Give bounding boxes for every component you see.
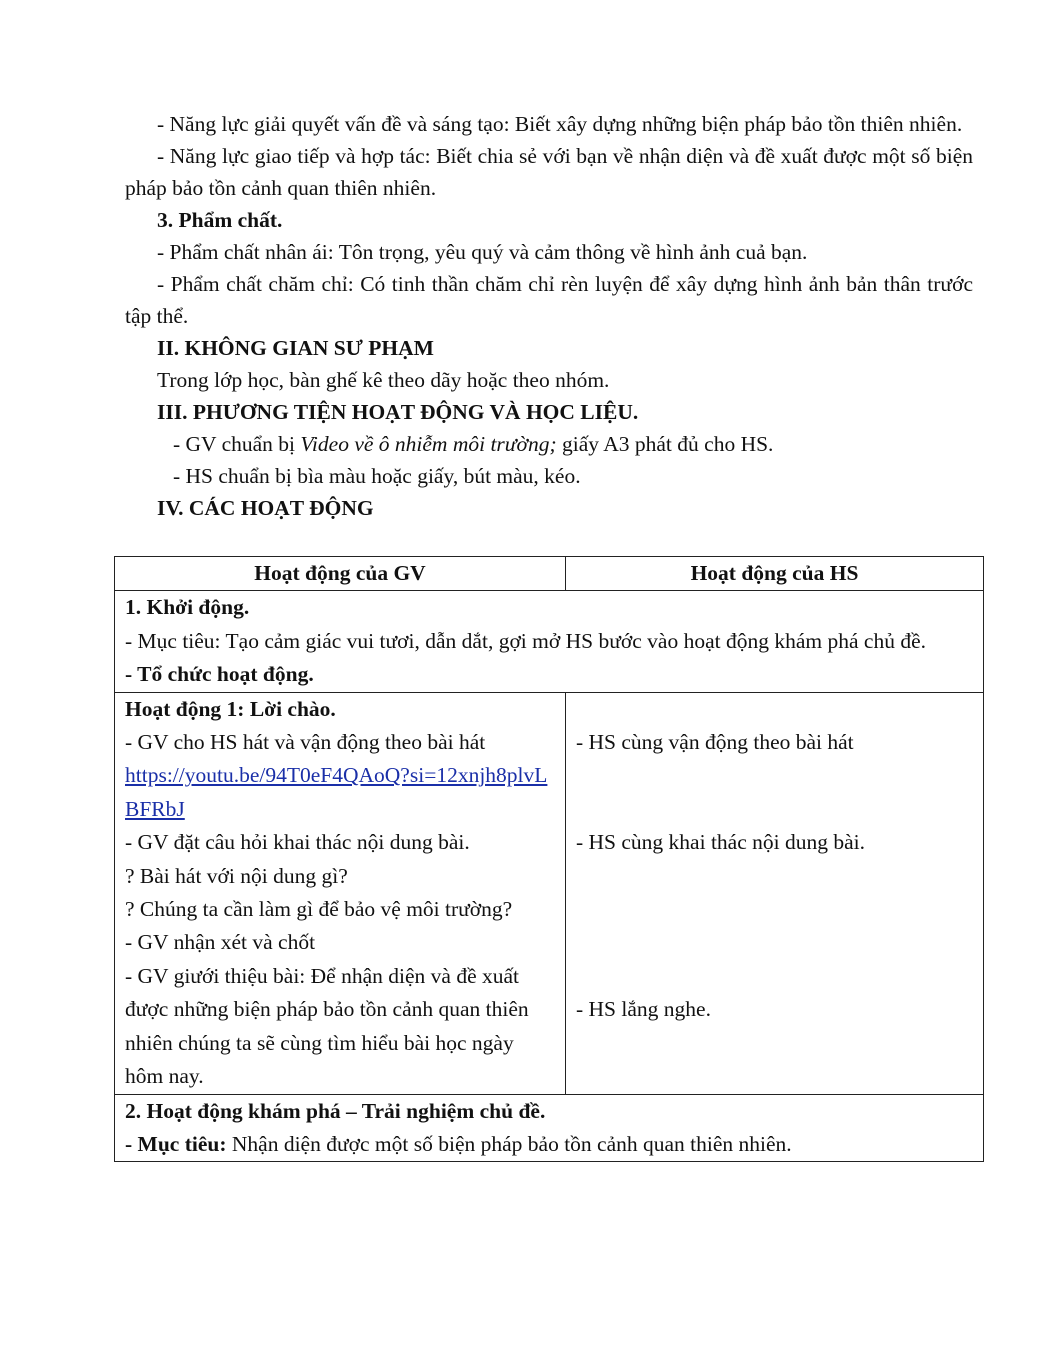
warmup-title: 1. Khởi động. [125, 595, 250, 620]
activity1-gv-introduce: - GV giưới thiệu bài: Để nhận diện và đề xuất được những biện pháp bảo tồn cảnh quan thiên nhiên chúng ta sẽ cùng tìm hiểu bài học ngày hôm nay. [125, 963, 529, 1089]
explore-goal: - Mục tiêu: Nhận diện được một số biện pháp bảo tồn cảnh quan thiên nhiên. [125, 1131, 792, 1156]
section-heading-space: II. KHÔNG GIAN SƯ PHẠM [157, 336, 434, 360]
section-heading-activities: IV. CÁC HOẠT ĐỘNG [157, 496, 374, 520]
hs-preparation: - HS chuẩn bị bìa màu hoặc giấy, bút màu, kéo. [173, 464, 581, 488]
activity1-hs-sing: - HS cùng vận động theo bài hát [576, 730, 854, 755]
quality-heading: 3. Phẩm chất. [157, 208, 283, 232]
activity1-hs-cell [566, 692, 984, 1094]
quality-diligence: - Phẩm chất chăm chỉ: Có tinh thần chăm chỉ rèn luyện để xây dựng hình ảnh bản thân trước tập thể. [125, 272, 973, 328]
activity1-gv-conclude: - GV nhận xét và chốt [125, 930, 316, 955]
table-row [115, 1094, 984, 1162]
table-row [115, 692, 984, 1094]
gv-preparation: - GV chuẩn bị Video về ô nhiễm môi trường; giấy A3 phát đủ cho HS. [173, 432, 774, 456]
activity1-question-2: ? Chúng ta cần làm gì để bảo vệ môi trường? [125, 897, 513, 922]
activity1-question-1: ? Bài hát với nội dung gì? [125, 863, 348, 888]
table-header-row [115, 557, 984, 591]
section-heading-materials: III. PHƯƠNG TIỆN HOẠT ĐỘNG VÀ HỌC LIỆU. [157, 400, 639, 424]
activities-table [114, 556, 984, 1162]
song-link[interactable]: https://youtu.be/94T0eF4QAoQ?si=12xnjh8plvLBFRbJ [125, 763, 548, 821]
quality-kindness: - Phẩm chất nhân ái: Tôn trọng, yêu quý và cảm thông về hình ảnh cuả bạn. [157, 240, 808, 264]
warmup-goal: - Mục tiêu: Tạo cảm giác vui tươi, dẫn dắt, gợi mở HS bước vào hoạt động khám phá chủ đề. [125, 628, 927, 653]
explore-title: 2. Hoạt động khám phá – Trải nghiệm chủ đề. [125, 1098, 546, 1123]
section-explore [115, 1094, 984, 1162]
activity1-gv-question: - GV đặt câu hỏi khai thác nội dung bài. [125, 830, 470, 855]
header-gv: Hoạt động của GV [115, 557, 566, 591]
warmup-organize: - Tổ chức hoạt động. [125, 662, 314, 687]
section-space-text: Trong lớp học, bàn ghế kê theo dãy hoặc theo nhóm. [157, 368, 610, 392]
section-warmup [115, 591, 984, 692]
header-hs: Hoạt động của HS [566, 557, 984, 591]
activity1-hs-listen: - HS lắng nghe. [576, 997, 711, 1022]
table-row [115, 591, 984, 692]
competency-problem-solving: - Năng lực giải quyết vấn đề và sáng tạo: Biết xây dựng những biện pháp bảo tồn thiên nhiên. [157, 112, 963, 136]
document-body [125, 108, 973, 524]
activity1-gv-sing: - GV cho HS hát và vận động theo bài hát [125, 730, 486, 755]
activity1-title: Hoạt động 1: Lời chào. [125, 696, 336, 721]
activity1-hs-explore: - HS cùng khai thác nội dung bài. [576, 830, 866, 855]
activity1-gv-cell [115, 692, 566, 1094]
competency-communication: - Năng lực giao tiếp và hợp tác: Biết chia sẻ với bạn về nhận diện và đề xuất được một số biện pháp bảo tồn cảnh quan thiên nhiên. [125, 144, 973, 200]
